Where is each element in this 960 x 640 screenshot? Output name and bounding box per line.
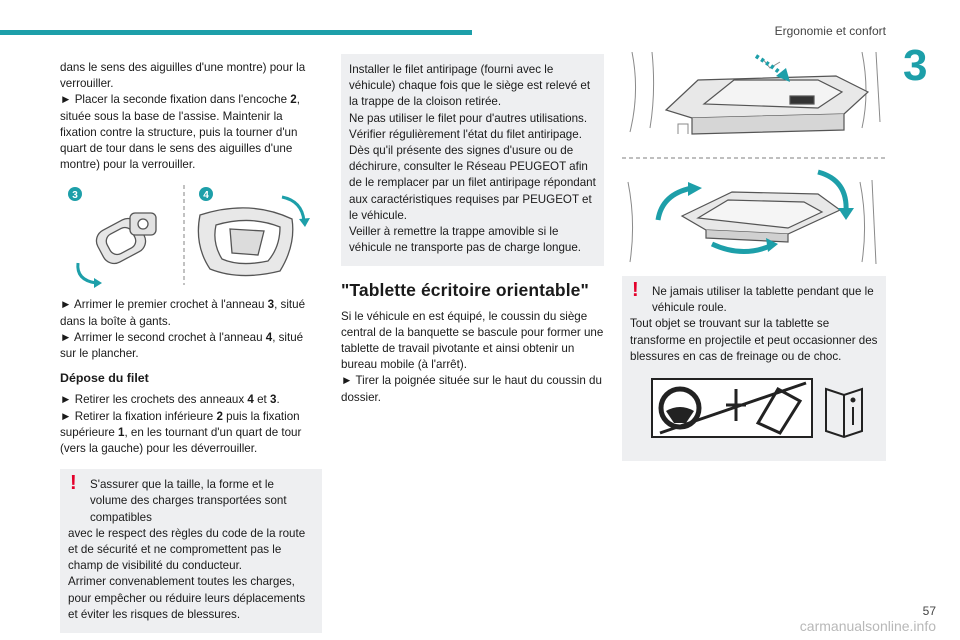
callout-3-label: 3 [72,190,78,202]
tablet-figure [622,52,886,270]
text: , située sous la base de l'assise. Maintenir la fixation contre la structure, puis la tourner d'un quart de tour dans le sens des aiguilles d'une montre) pour la verrouiller. [60,93,300,172]
ref-number: 1 [118,425,125,439]
text: , situé sur le plancher. [60,330,304,361]
info-text: Installer le filet antiripage (fourni avec le véhicule) chaque fois que le siège est relevé et la trappe de la cloison retirée. [349,63,591,109]
warning-icon: ! [70,472,77,495]
pictogram-area [630,365,878,451]
header-title: Ergonomie et confort [774,24,886,38]
tablet-illustration [622,52,886,270]
paragraph [60,392,322,408]
paragraph: Si le véhicule en est équipé, le coussin du siège central de la banquette se bascule pour former une tablette de travail pivotante et ainsi obtenir un bureau mobile (à l'arrêt). [341,309,604,372]
text: ► Retirer les crochets des anneaux [60,393,248,407]
ref-number: 2 [290,93,297,107]
info-text: Veiller à remettre la trappe amovible si le véhicule ne transporte pas de charge longue. [349,225,582,255]
text: et [253,393,270,407]
page-number: 57 [922,604,936,618]
warning-text: S'assurer que la taille, la forme et le volume des charges transportées sont compatibles [90,478,287,524]
warning-text: avec le respect des règles du code de la route et de sécurité et ne compromettent pas le champ de visibilité du conducteur. [68,526,306,573]
ref-number: 3 [267,298,275,312]
header-accent-bar [0,30,472,35]
chapter-number: 3 [903,41,928,90]
column-2 [341,54,604,406]
tablet-upper [666,76,868,134]
paragraph [60,297,322,329]
text: puis la fixation supérieure [60,409,300,439]
no-tablet-while-driving-pictogram [630,365,878,451]
ring-4-drawing [198,208,292,276]
warning-icon: ! [632,279,639,301]
warning-box [622,276,886,461]
text: ► Placer la seconde fixation dans l'encoche [60,93,291,107]
tablet-lower [682,192,840,242]
text: ► Retirer la fixation inférieure [60,409,217,423]
warning-text: Arrimer convenablement toutes les charges, pour empêcher ou réduire leurs déplacements et éviter les risques de blessures. [68,575,306,621]
ref-number: 4 [265,330,273,344]
ref-number: 2 [216,409,223,423]
text: ► Arrimer le premier crochet à l'anneau [60,298,268,312]
paragraph [60,409,322,458]
section-title: "Tablette écritoire orientable" [341,280,589,301]
ref-number: 4 [247,393,254,407]
column-3 [622,52,886,461]
anchor-rings-figure [60,185,322,289]
text: ► Arrimer le second crochet à l'anneau [60,330,266,344]
manual-info-icon [826,389,862,437]
info-text: Dès qu'il présente des signes d'usure ou de déchirure, consulter le Réseau PEUGEOT afin de le remplacer par un filet antiripage répondant aux caractéristiques requises par PEUGEOT et le véhicule. [349,144,596,222]
rotate-arrow [78,263,96,283]
text: , en les tournant d'un quart de tour (vers la gauche) pour les déverrouiller. [60,425,302,456]
subsection-title: Dépose du filet [60,371,149,386]
callout-4-label: 4 [203,190,209,202]
rotate-arrow-bottom [712,244,770,252]
ring-3-drawing [92,213,156,268]
anchor-rings-illustration [60,185,322,289]
paragraph: dans le sens des aiguilles d'une montre) pour la verrouiller. [60,61,306,91]
ref-number: 3 [269,393,277,407]
paragraph [60,330,322,362]
info-text: Vérifier régulièrement l'état du filet antiripage. [349,127,582,141]
warning-box [60,469,322,633]
watermark: carmanualsonline.info [799,618,936,634]
paragraph [60,92,322,173]
info-box [341,54,604,266]
text: , situé dans la boîte à gants. [60,298,306,328]
paragraph: ► Tirer la poignée située sur le haut du coussin du dossier. [341,374,602,404]
warning-text: Ne jamais utiliser la tablette pendant que le véhicule roule. [652,285,874,315]
column-1 [60,60,322,633]
text: . [276,393,280,407]
info-text: Ne pas utiliser le filet pour d'autres utilisations. [349,111,588,125]
warning-text: Tout objet se trouvant sur la tablette se transforme en projectile et peut occasionner des blessures en cas de freinage ou de choc. [630,317,878,363]
